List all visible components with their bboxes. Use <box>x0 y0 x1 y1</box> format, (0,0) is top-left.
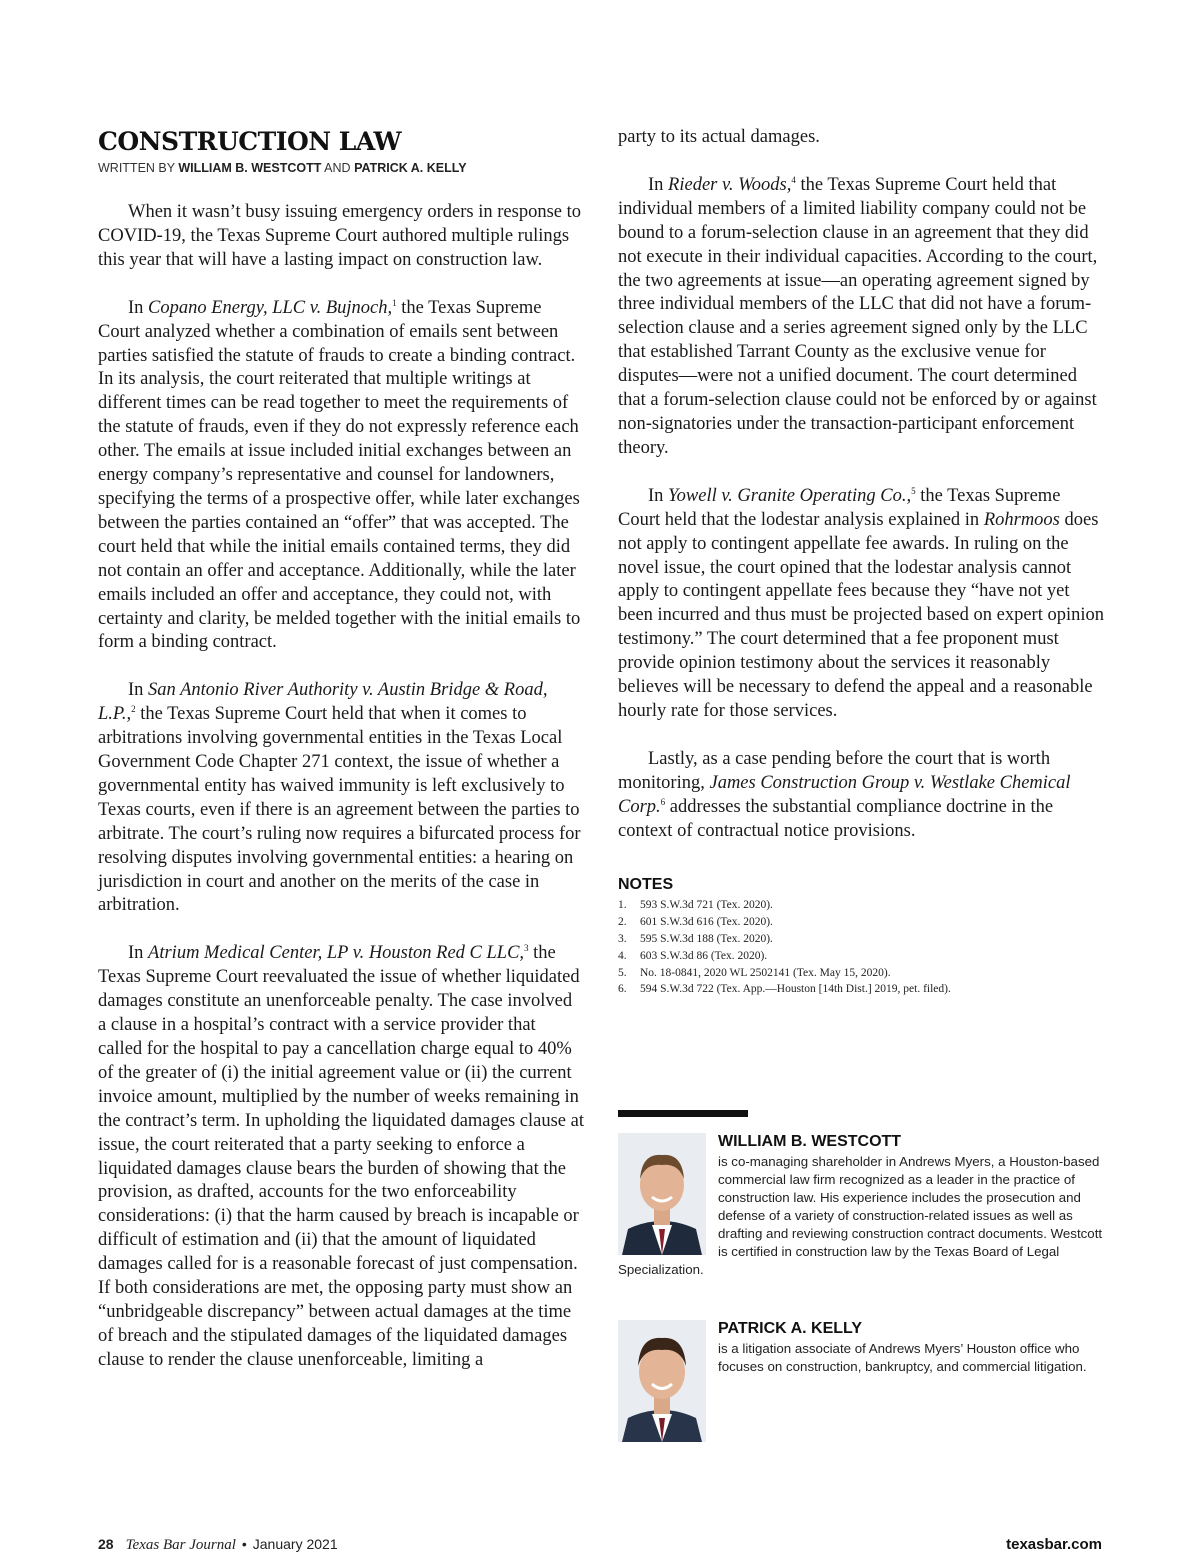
paragraph-san-antonio: In San Antonio River Authority v. Austin Bridge & Road, L.P.,$^2$ the Texas Supreme Court held that when it comes to arbitrations involving governmental entities in the Texas Local Government Code Chapter 271 context, the issue of whether a governmental entity has waived immunity is left exclusively to Texas courts, even if there is an agreement between the parties to arbitrate. The court’s ruling now requires a bifurcated process for resolving disputes involving governmental entities: a hearing on jurisdiction in court and another on the merits of the case in arbitration. <box>98 680 581 916</box>
paragraph-intro: When it wasn’t busy issuing emergency orders in response to COVID-19, the Texas Supreme Court authored multiple rulings this year that will have a lasting impact on construction law. <box>98 202 581 270</box>
paragraph-copano: In Copano Energy, LLC v. Bujnoch,$^1$ the Texas Supreme Court analyzed whether a combination of emails sent between parties satisfied the statute of frauds to create a binding contract. In its analysis, the court reiterated that multiple writings at different times can be read together to meet the requirements of the statute of frauds, even if they do not expressly reference each other. The emails at issue included initial exchanges between an energy company’s representative and counsel for landowners, specifying the terms of a prospective offer, while later exchanges between the parties contained an “offer” that was accepted. The court held that while the initial emails contained terms, they did not contain an offer and acceptance. Additionally, while the later emails included an offer and acceptance, they could not, with certainty and clarity, be melded together with the initial emails to form a binding contract. <box>98 297 581 653</box>
bio-name: PATRICK A. KELLY <box>718 1320 863 1337</box>
right-column <box>618 126 1106 998</box>
note-item: 6. 594 S.W.3d 722 (Tex. App.—Houston [14th Dist.] 2019, pet. filed). <box>618 983 951 996</box>
case-name: Rohrmoos <box>983 509 1060 530</box>
case-name: Copano Energy, LLC v. Bujnoch, <box>148 297 393 318</box>
case-name: Rieder v. Woods, <box>668 174 792 195</box>
notes-heading: NOTES <box>618 876 674 894</box>
footnote-ref: 1 <box>392 297 397 308</box>
byline-author-1: WILLIAM B. WESTCOTT <box>178 161 322 175</box>
footnote-ref: 3 <box>524 943 529 954</box>
author-photo-westcott <box>618 1133 706 1255</box>
note-item: 1. 593 S.W.3d 721 (Tex. 2020). <box>618 899 773 912</box>
footer-bullet: • <box>241 1536 247 1552</box>
byline-author-2: PATRICK A. KELLY <box>354 161 467 175</box>
paragraph-atrium-continued: party to its actual damages. <box>618 127 820 147</box>
paragraph-james: Lastly, as a case pending before the court that is worth monitoring, James Construction Group v. Westlake Chemical Corp.$^6$ addresses the substantial compliance doctrine in the context of contractual notice provisions. <box>618 748 1071 841</box>
note-item: 3. 595 S.W.3d 188 (Tex. 2020). <box>618 933 773 946</box>
bio-name: WILLIAM B. WESTCOTT <box>718 1133 902 1150</box>
author-photo-kelly <box>618 1320 706 1442</box>
byline-and: AND <box>324 161 351 175</box>
case-name: Atrium Medical Center, LP v. Houston Red C LLC, <box>148 943 525 964</box>
magazine-name: Texas Bar Journal <box>125 1537 236 1553</box>
footnote-ref: 4 <box>791 174 796 185</box>
author-bio-westcott <box>618 1133 1106 1279</box>
paragraph-atrium: In Atrium Medical Center, LP v. Houston Red C LLC,$^3$ the Texas Supreme Court reevaluated the issue of whether liquidated damages constitute an unenforceable penalty. The case involved a clause in a hospital’s contract with a service provider that called for the hospital to pay a cancellation charge equal to 40% of the greater of (i) the initial agreement value or (ii) the current invoice amount, multiplied by the number of weeks remaining in the contract’s term. In upholding the liquidated damages clause at issue, the court reiterated that a party seeking to enforce a liquidated damages clause bears the burden of showing that the provision, as drafted, accounts for the two enforceability considerations: (i) that the harm caused by breach is incapable or difficult of estimation and (ii) that the amount of liquidated damages called for is a reasonable forecast of just compensation. If both considerations are met, the opposing party must show an “unbridgeable discrepancy” between actual damages at the time of breach and the stipulated damages of the liquidated damages clause to render the clause unenforceable, limiting a <box>98 943 584 1370</box>
bio-text: is co-managing shareholder in Andrews Myers, a Houston-based commercial law firm recognized as a leader in the practice of construction law. His experience includes the prosecution and defense of a variety of construction-related issues as well as drafting and reviewing construction contract documents. Westcott is certified in construction law by the Texas Board of Legal Specialization. <box>618 1154 1103 1277</box>
byline-prefix: WRITTEN BY <box>98 161 175 175</box>
case-name: Yowell v. Granite Operating Co., <box>668 485 912 506</box>
page-number: 28 <box>98 1536 114 1552</box>
paragraph-rieder: In Rieder v. Woods,$^4$ the Texas Supreme Court held that individual members of a limited liability company could not be bound to a forum-selection clause in an agreement that they did not execute in their individual capacities. According to the court, the two agreements at issue—an operating agreement signed by three individual members of the LLC that did not have a forum-selection clause and a series agreement signed only by the LLC that established Tarrant County as the exclusive venue for disputes—were not a unified document. The court determined that a forum-selection clause could not be enforced by or against non-signatories under the transaction-participant enforcement theory. <box>618 174 1098 458</box>
paragraph-yowell: In Yowell v. Granite Operating Co.,$^5$ the Texas Supreme Court held that the lodestar analysis explained in Rohrmoos does not apply to contingent appellate fee awards. In ruling on the novel issue, the court opined that the lodestar analysis cannot apply to contingent appellate fees because they “have not yet been incurred and thus must be projected based on expert opinion testimony.” The court determined that a fee proponent must provide opinion testimony about the services it reasonably believes will be necessary to defend the appeal and a reasonable hourly rate for those services. <box>618 485 1104 721</box>
byline <box>98 160 584 176</box>
footer-site[interactable]: texasbar.com <box>1006 1536 1102 1553</box>
case-name: James Construction Group v. Westlake Chemical Corp. <box>618 772 1071 817</box>
note-item: 2. 601 S.W.3d 616 (Tex. 2020). <box>618 916 773 929</box>
bio-text: is a litigation associate of Andrews Myers’ Houston office who focuses on construction, bankruptcy, and commercial litigation. <box>718 1341 1087 1374</box>
section-title: CONSTRUCTION LAW <box>98 127 402 156</box>
footnote-ref: 6 <box>660 796 666 807</box>
issue-date: January 2021 <box>252 1536 338 1552</box>
left-column <box>98 126 584 1373</box>
bio-divider-bar <box>618 1110 748 1117</box>
case-name: San Antonio River Authority v. Austin Bridge & Road, L.P., <box>98 680 548 725</box>
note-item: 5. No. 18-0841, 2020 WL 2502141 (Tex. May 15, 2020). <box>618 966 891 979</box>
footer-left <box>98 1536 338 1554</box>
note-item: 4. 603 S.W.3d 86 (Tex. 2020). <box>618 949 768 962</box>
footnote-ref: 2 <box>131 704 136 715</box>
footnote-ref: 5 <box>911 485 916 496</box>
author-bio-kelly <box>618 1320 1106 1444</box>
notes-list <box>618 897 1106 998</box>
